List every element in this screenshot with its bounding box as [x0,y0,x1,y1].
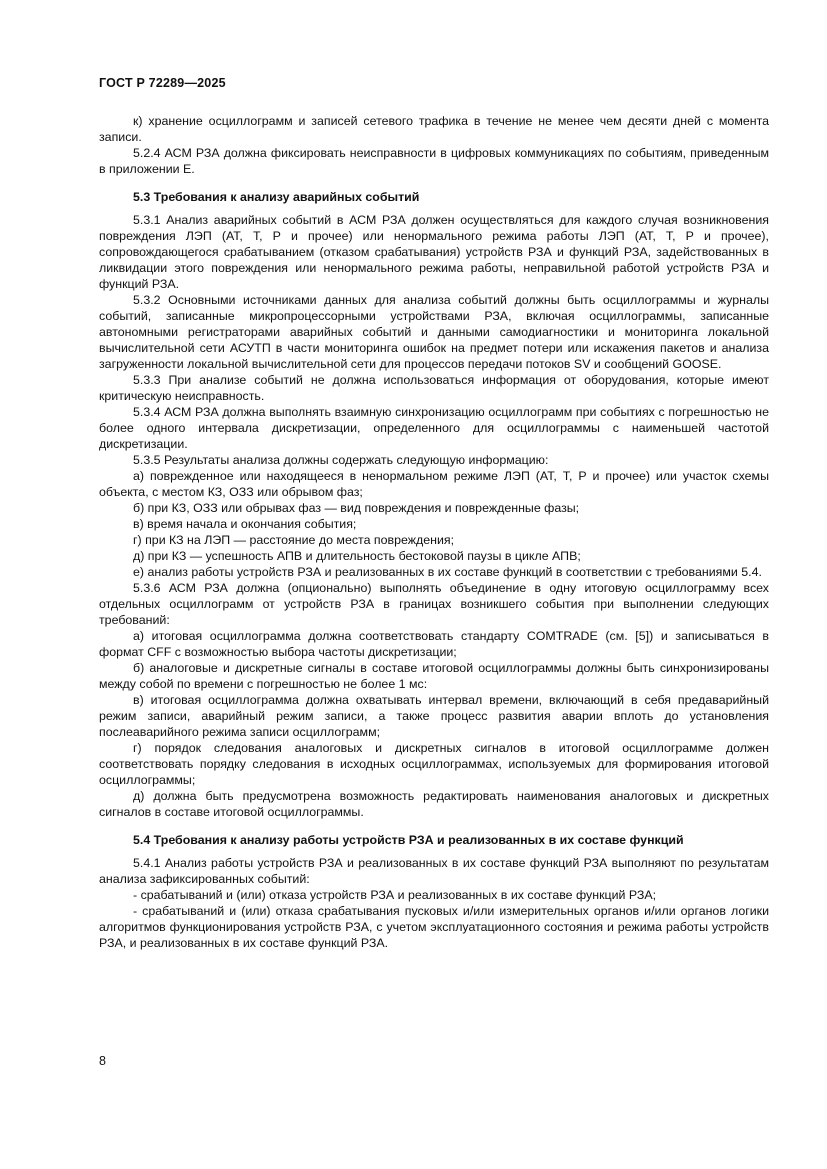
list-item: е) анализ работы устройств РЗА и реализованных в их составе функций в соответствии с требованиями 5.4. [133,565,762,579]
list-item: д) при КЗ — успешность АПВ и длительность бестоковой паузы в цикле АПВ; [133,549,581,563]
clause-paragraph: 5.2.4 АСМ РЗА должна фиксировать неисправности в цифровых коммуникациях по событиям, приведенным в приложении Е. [99,146,769,176]
standard-id: ГОСТ Р 72289—2025 [99,76,226,90]
clause-paragraph: 5.4.1 Анализ работы устройств РЗА и реализованных в их составе функций РЗА выполняют по результатам анализа зафиксированных событий: [99,856,769,886]
list-item: в) время начала и окончания события; [133,517,357,531]
section-heading: 5.4 Требования к анализу работы устройств РЗА и реализованных в их составе функций [133,833,684,847]
list-item: а) итоговая осциллограмма должна соответствовать стандарту COMTRADE (см. [5]) и записываться в формат CFF с возможностью выбора частоты дискретизации; [99,629,769,659]
list-item: г) порядок следования аналоговых и дискретных сигналов в итоговой осциллограмме должен соответствовать порядку следования в исходных осциллограммах, используемых для формирования итоговой осциллограммы; [99,741,769,787]
list-item: в) итоговая осциллограмма должна охватывать интервал времени, включающий в себя предаварийный режим записи, аварийный режим записи, а также процесс развития аварии вплоть до установления послеаварийного режима записи осциллограмм; [99,693,769,739]
clause-paragraph: 5.3.3 При анализе событий не должна использоваться информация от оборудования, которые имеют критическую неисправность. [99,373,769,403]
clause-paragraph: 5.3.2 Основными источниками данных для анализа событий должны быть осциллограммы и журналы событий, записанные микропроцессорными устройствами РЗА, включая осциллограммы, записанные автономными регистраторами аварийных событий и данными самодиагностики и мониторинга локальной вычислительной сети АСУТП в части мониторинга ошибок на предмет потери или искажения пакетов и анализа загруженности локальной вычислительной сети для процессов передачи потоков SV и сообщений GOOSE. [99,293,769,371]
list-item: - срабатываний и (или) отказа срабатывания пусковых и/или измерительных органов и/или органов логики алгоритмов функционирования устройств РЗА, с учетом эксплуатационного состояния и режима работы устройств РЗА, и реализованных в их составе функций РЗА. [99,904,769,950]
page-number: 8 [99,1054,106,1068]
document-body [99,113,769,951]
clause-paragraph: 5.3.6 АСМ РЗА должна (опционально) выполнять объединение в одну итоговую осциллограмму всех отдельных осциллограмм от устройств РЗА в границах возникшего события при выполнении следующих требований: [99,581,769,627]
list-item: д) должна быть предусмотрена возможность редактировать наименования аналоговых и дискретных сигналов в составе итоговой осциллограммы. [99,789,769,819]
list-item: г) при КЗ на ЛЭП — расстояние до места повреждения; [133,533,455,547]
clause-paragraph: 5.3.4 АСМ РЗА должна выполнять взаимную синхронизацию осциллограмм при событиях с погрешностью не более одного интервала дискретизации, определенного для осциллограммы с наименьшей частотой дискретизации. [99,405,769,451]
clause-paragraph: 5.3.1 Анализ аварийных событий в АСМ РЗА должен осуществляться для каждого случая возникновения повреждения ЛЭП (АТ, Т, Р и прочее) или ненормального режима работы ЛЭП (АТ, Т, Р и прочее), сопровождающегося срабатыванием (отказом срабатывания) устройств РЗА и функций РЗА, задействованных в ликвидации этого повреждения или ненормального режима работы, неправильной работой устройств РЗА и функций РЗА. [99,213,769,291]
list-item: - срабатываний и (или) отказа устройств РЗА и реализованных в их составе функций РЗА; [133,888,657,902]
list-item: б) при КЗ, ОЗЗ или обрывах фаз — вид повреждения и поврежденные фазы; [133,501,580,515]
list-item: а) поврежденное или находящееся в ненормальном режиме ЛЭП (АТ, Т, Р и прочее) или участок схемы объекта, с местом КЗ, ОЗЗ или обрывом фаз; [99,469,769,499]
clause-paragraph: 5.3.5 Результаты анализа должны содержать следующую информацию: [133,453,549,467]
list-item: б) аналоговые и дискретные сигналы в составе итоговой осциллограммы должны быть синхронизированы между собой по времени с погрешностью не более 1 мс: [99,661,769,691]
list-item: к) хранение осциллограмм и записей сетевого трафика в течение не менее чем десяти дней с момента записи. [99,114,769,144]
section-heading: 5.3 Требования к анализу аварийных событий [133,190,420,204]
